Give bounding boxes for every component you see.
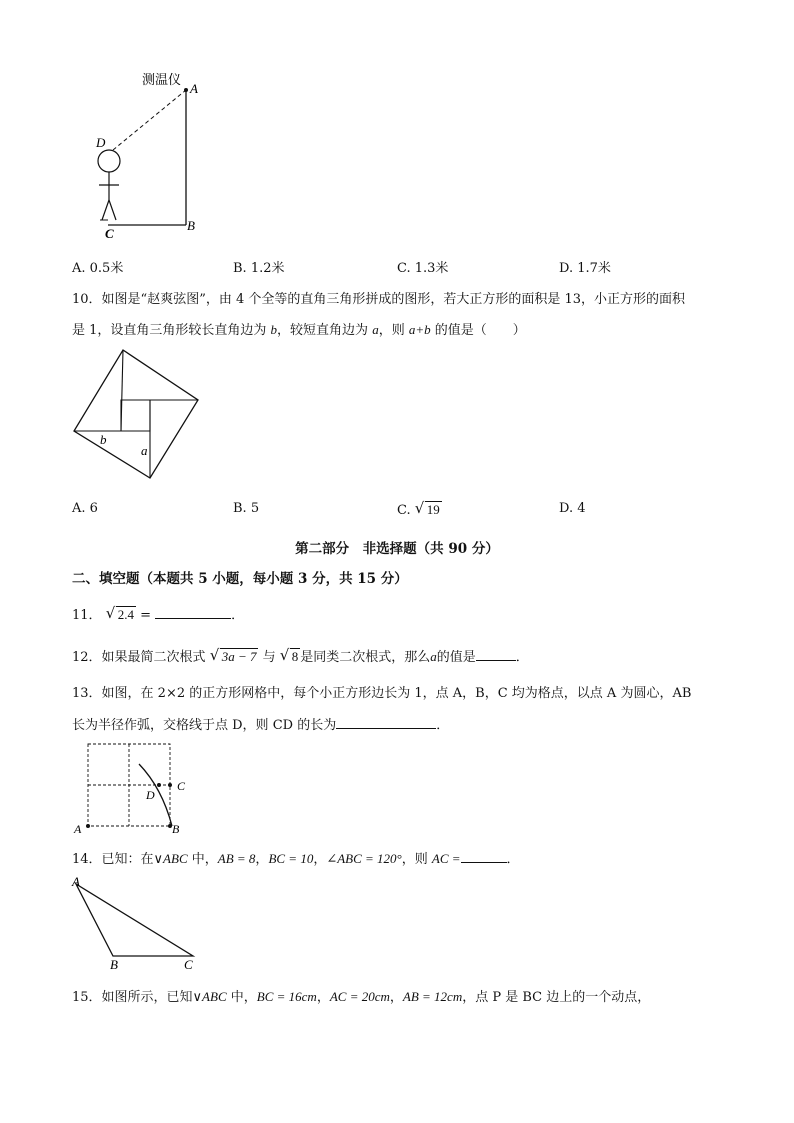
q12-mid: 与 bbox=[258, 650, 276, 665]
q9-label-a: A bbox=[190, 81, 198, 96]
q11-equals: = bbox=[135, 608, 151, 623]
q9-device-label: 测温仪 bbox=[142, 73, 182, 88]
q13-label-b: B bbox=[172, 822, 180, 836]
q14-question bbox=[72, 848, 520, 867]
q9-person-leg-left bbox=[102, 200, 109, 220]
q13-point-d-dot bbox=[157, 783, 161, 787]
q14-triangle-figure bbox=[66, 872, 206, 972]
q9-person-head bbox=[98, 150, 120, 172]
q14-triangle: ∨ABC bbox=[153, 851, 188, 866]
q9-option-b[interactable]: B. 1.2米 bbox=[233, 261, 285, 276]
q10-option-c[interactable] bbox=[397, 501, 442, 518]
q9-option-c[interactable]: C. 1.3米 bbox=[397, 261, 449, 276]
q10-option-b[interactable]: B. 5 bbox=[233, 501, 260, 516]
q9-dashed-line bbox=[113, 90, 186, 150]
q10-text-3: ，则 bbox=[378, 323, 409, 338]
q14-label-a: A bbox=[72, 874, 80, 889]
q12-answer-blank[interactable] bbox=[476, 648, 516, 661]
q13-point-c-dot bbox=[168, 783, 172, 787]
q10-seg1 bbox=[121, 350, 123, 431]
q13-arc bbox=[139, 764, 172, 826]
q12-sqrt-1: √ 3a − 7 bbox=[209, 646, 257, 664]
q10-question-line1: 10．如图是“赵爽弦图”，由 4 个全等的直角三角形拼成的图形，若大正方形的面积是 13，小正方形的面积 bbox=[72, 292, 686, 307]
q14-label-b: B bbox=[110, 957, 118, 972]
q12-end: ． bbox=[515, 650, 529, 665]
q10-text-1: 是 1，设直角三角形较长直角边为 bbox=[72, 323, 271, 338]
q10-expr: a+b bbox=[408, 322, 431, 337]
q14-ab: AB = 8 bbox=[217, 851, 256, 866]
q12-question bbox=[72, 646, 529, 665]
q9-figure bbox=[80, 70, 220, 240]
q12-var: a bbox=[430, 649, 437, 664]
q14-end: ． bbox=[506, 852, 520, 867]
q13-question-line2 bbox=[72, 714, 449, 733]
section-fill-in-heading: 二、填空题（本题共 5 小题，每小题 3 分，共 15 分） bbox=[72, 571, 408, 587]
q9-label-c: C bbox=[105, 226, 114, 240]
q9-person-leg-right bbox=[109, 200, 116, 220]
q15-sep2: ， bbox=[389, 990, 403, 1005]
q12-sqrt-2: √ 8 bbox=[279, 646, 299, 664]
q14-text-2: ，则 bbox=[401, 852, 432, 867]
q10-option-c-radicand: 19 bbox=[426, 502, 440, 517]
q11-sqrt: √ 2.4 bbox=[105, 604, 134, 622]
q9-label-d: D bbox=[96, 135, 106, 150]
q13-grid-figure bbox=[70, 740, 200, 840]
q11-answer-blank[interactable] bbox=[155, 606, 231, 619]
q10-option-c-sqrt: √ 19 bbox=[414, 499, 440, 517]
q15-bc: BC = 16cm bbox=[256, 989, 317, 1004]
q10-var-b: b bbox=[270, 322, 278, 337]
q13-line2-prefix: 长为半径作弧，交格线于点 D，则 CD 的长为 bbox=[72, 718, 337, 733]
q11-end: ． bbox=[231, 608, 245, 623]
q11-number: 11． bbox=[72, 608, 102, 623]
q13-line2-end: ． bbox=[436, 718, 450, 733]
q12-radicand-2: 8 bbox=[291, 649, 299, 664]
part2-title: 第二部分 非选择题（共 90 分） bbox=[295, 541, 499, 557]
q10-inner-square bbox=[121, 400, 150, 431]
q12-prefix: 12．如果最简二次根式 bbox=[72, 650, 206, 665]
q13-label-c: C bbox=[177, 779, 186, 793]
q15-prefix: 15．如图所示，已知 bbox=[72, 990, 193, 1005]
q14-prefix: 14．已知：在 bbox=[72, 852, 154, 867]
q14-sep1: ， bbox=[255, 852, 269, 867]
q10-option-d[interactable]: D. 4 bbox=[559, 501, 586, 516]
q14-answer-blank[interactable] bbox=[461, 850, 507, 863]
q14-triangle-shape bbox=[76, 884, 193, 956]
q12-radicand-1: 3a − 7 bbox=[221, 649, 257, 664]
q13-point-a-dot bbox=[86, 824, 90, 828]
q10-question-line2 bbox=[72, 319, 526, 338]
q13-answer-blank[interactable] bbox=[336, 716, 436, 729]
q15-question bbox=[72, 986, 650, 1005]
q15-ac: AC = 20cm bbox=[329, 989, 390, 1004]
q10-var-a: a bbox=[372, 322, 379, 337]
q13-question-line1: 13．如图，在 2×2 的正方形网格中，每个小正方形边长为 1，点 A，B，C 均为格点，以点 A 为圆心，AB bbox=[72, 686, 692, 701]
q13-label-a: A bbox=[74, 822, 82, 836]
q9-option-d[interactable]: D. 1.7米 bbox=[559, 261, 611, 276]
q14-angle: ∠ABC = 120° bbox=[326, 851, 402, 866]
q11-question bbox=[72, 604, 244, 623]
q14-text-1: 中， bbox=[187, 852, 218, 867]
q14-bc: BC = 10 bbox=[268, 851, 314, 866]
q9-label-b: B bbox=[187, 218, 195, 233]
q9-option-a[interactable]: A. 0.5米 bbox=[72, 261, 124, 276]
q10-label-b: b bbox=[100, 432, 107, 447]
q14-ac: AC = bbox=[431, 851, 461, 866]
q10-text-2: ，较短直角边为 bbox=[277, 323, 373, 338]
q15-sep1: ， bbox=[316, 990, 330, 1005]
q10-zhao-shuang-figure bbox=[68, 344, 208, 484]
q10-option-a[interactable]: A. 6 bbox=[72, 501, 98, 516]
q12-suffix: 是同类二次根式，那么 bbox=[300, 650, 431, 665]
q15-text-1: 中， bbox=[226, 990, 257, 1005]
q15-text-2: ，点 P 是 BC 边上的一个动点， bbox=[462, 990, 651, 1005]
q10-label-a: a bbox=[141, 443, 148, 458]
q10-outer-square bbox=[74, 350, 198, 478]
q12-suffix2: 的值是 bbox=[436, 650, 476, 665]
q11-radicand: 2.4 bbox=[117, 607, 134, 622]
q10-option-c-prefix: C. bbox=[397, 503, 411, 518]
q15-ab: AB = 12cm bbox=[402, 989, 463, 1004]
q14-sep2: ， bbox=[313, 852, 327, 867]
q15-triangle: ∨ABC bbox=[192, 989, 227, 1004]
q14-label-c: C bbox=[184, 957, 193, 972]
q10-text-4: 的值是（ ） bbox=[430, 323, 526, 338]
q13-label-d: D bbox=[146, 788, 155, 802]
